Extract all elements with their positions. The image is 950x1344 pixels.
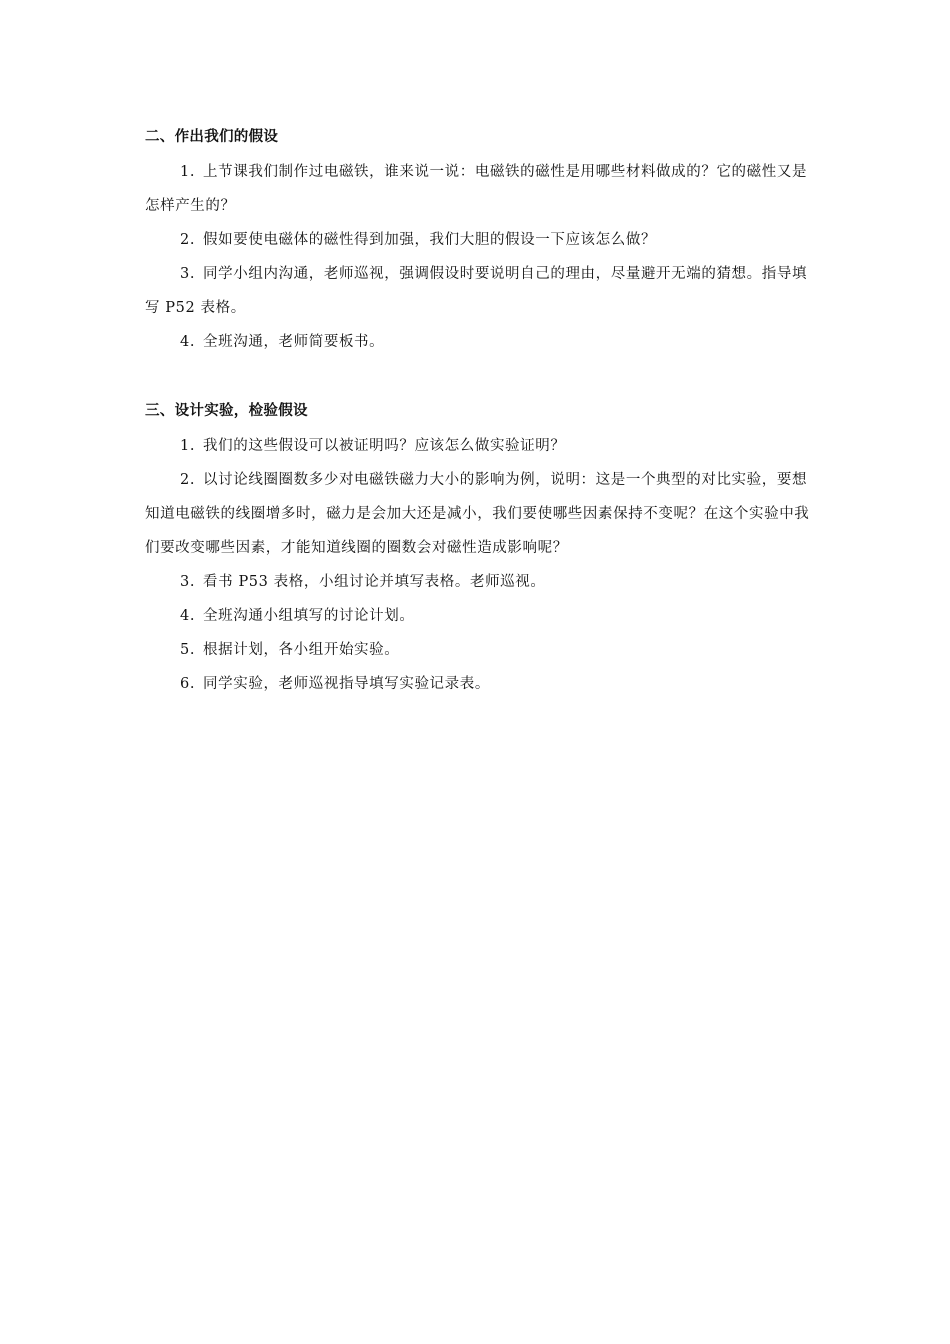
item-number: 2.	[180, 472, 196, 488]
item-text: 以讨论线圈圈数多少对电磁铁磁力大小的影响为例，说明：这是一个典型的对比实验，要想知道电磁铁的线圈增多时，磁力是会加大还是减小，我们要使哪些因素保持不变呢？在这个实验中我们要改变哪些因素，才能知道线圈的圈数会对磁性造成影响呢？	[145, 472, 810, 556]
section-experiment-design	[145, 401, 815, 701]
section-hypothesis	[145, 127, 815, 359]
item-number: 1.	[180, 438, 196, 454]
item-text: 假如要使电磁体的磁性得到加强，我们大胆的假设一下应该怎么做？	[203, 232, 657, 248]
list-item	[145, 155, 815, 223]
item-text: 上节课我们制作过电磁铁，谁来说一说：电磁铁的磁性是用哪些材料做成的？它的磁性又是怎样产生的？	[145, 164, 808, 214]
item-number: 4.	[180, 608, 196, 624]
item-text: 全班沟通，老师简要板书。	[203, 334, 385, 350]
item-text: 同学实验，老师巡视指导填写实验记录表。	[203, 676, 490, 692]
item-number: 1.	[180, 164, 196, 180]
item-number: 6.	[180, 676, 196, 692]
list-item	[145, 429, 815, 463]
item-text: 全班沟通小组填写的讨论计划。	[203, 608, 415, 624]
item-number: 5.	[180, 642, 196, 658]
item-text: 看书 P53 表格，小组讨论并填写表格。老师巡视。	[203, 574, 546, 590]
list-item	[145, 667, 815, 701]
list-item	[145, 257, 815, 325]
list-item	[145, 325, 815, 359]
item-number: 2.	[180, 232, 196, 248]
section-heading: 三、设计实验，检验假设	[145, 403, 308, 419]
list-item	[145, 565, 815, 599]
item-text: 根据计划，各小组开始实验。	[203, 642, 400, 658]
list-item	[145, 599, 815, 633]
item-number: 4.	[180, 334, 196, 350]
list-item	[145, 223, 815, 257]
item-text: 同学小组内沟通，老师巡视，强调假设时要说明自己的理由，尽量避开无端的猜想。指导填写 P52 表格。	[145, 266, 808, 316]
list-item	[145, 633, 815, 667]
item-number: 3.	[180, 266, 196, 282]
list-item	[145, 463, 815, 565]
item-number: 3.	[180, 574, 196, 590]
item-text: 我们的这些假设可以被证明吗？应该怎么做实验证明？	[203, 438, 566, 454]
section-heading: 二、作出我们的假设	[145, 129, 279, 145]
